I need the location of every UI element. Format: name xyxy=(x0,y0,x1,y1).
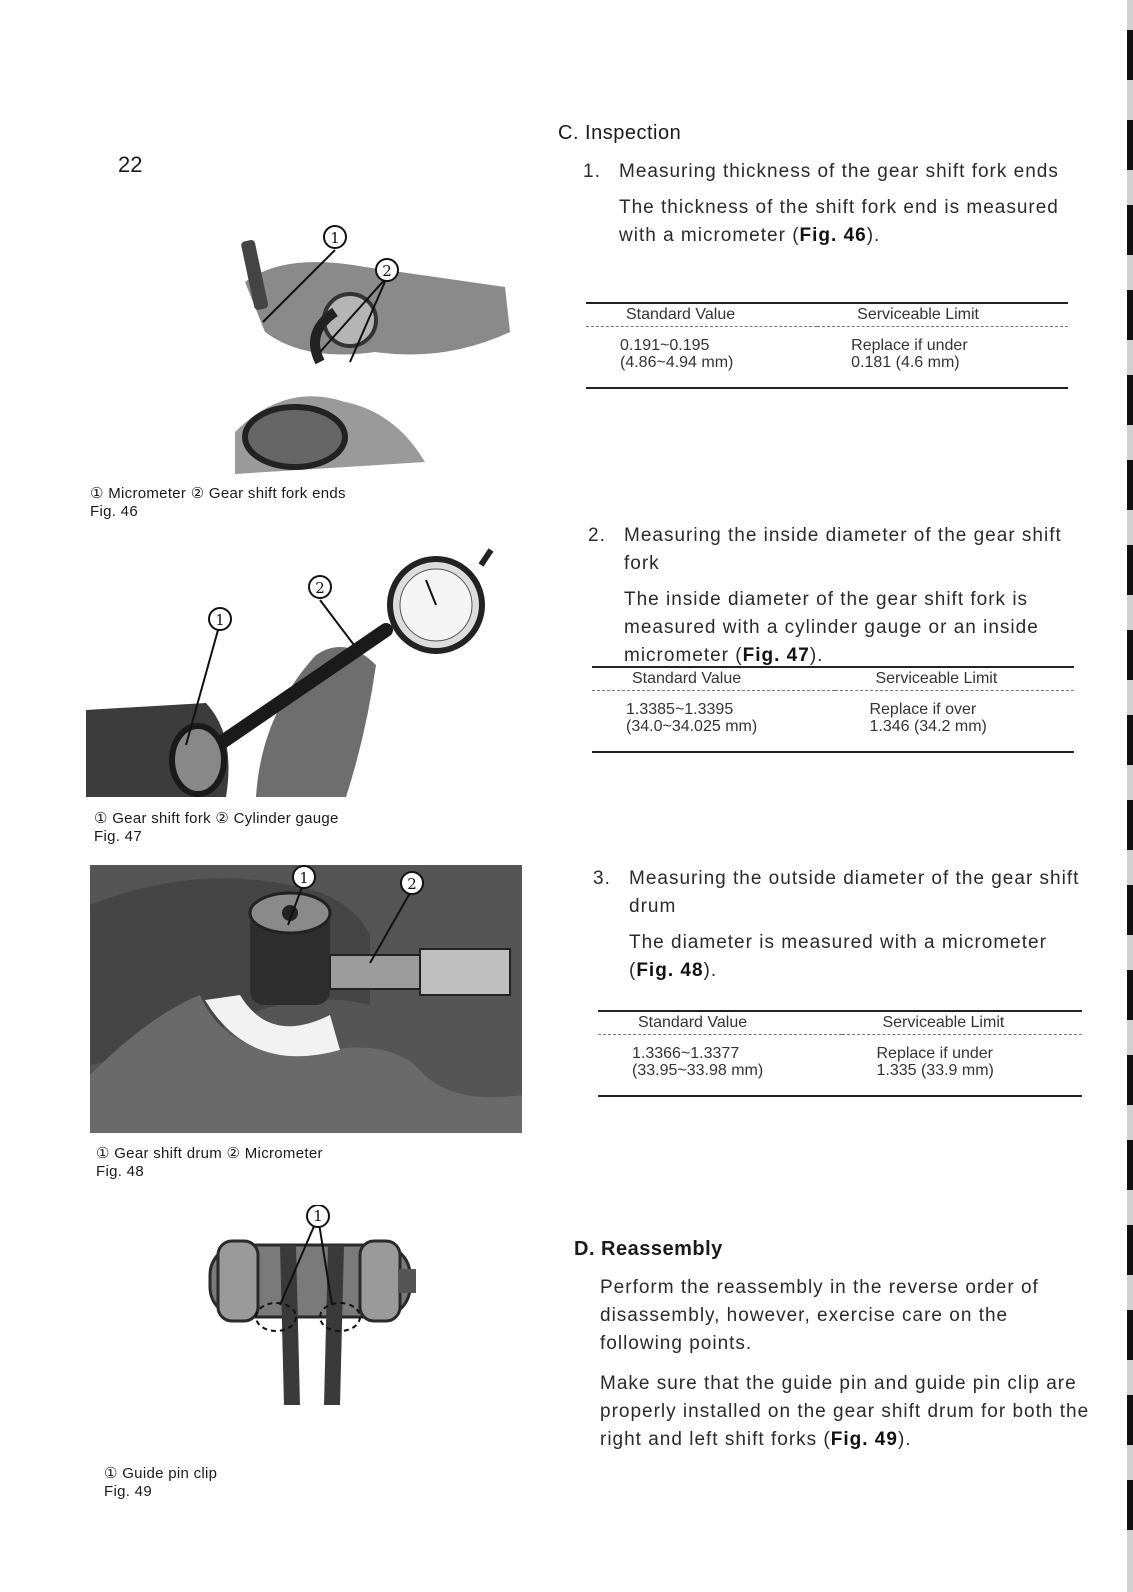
reassembly-paragraph-2: Make sure that the guide pin and guide pin clip are properly installed on the gear shift drum for both the right and left shift forks (Fig. 49). xyxy=(600,1373,1090,1450)
figure-48-caption xyxy=(96,1145,323,1181)
spec-table-3 xyxy=(598,1010,1082,1097)
callout-2: 2 xyxy=(315,579,325,597)
serviceable-limit: Replace if under 1.335 (33.9 mm) xyxy=(876,1045,994,1079)
callout-1: 1 xyxy=(330,229,340,247)
figure-46-caption xyxy=(90,485,346,521)
item-body: The thickness of the shift fork end is measured with a micrometer (Fig. 46). xyxy=(619,197,1059,246)
section-title-reassembly: D. Reassembly xyxy=(574,1238,723,1260)
standard-value: 1.3366~1.3377 (33.95~33.98 mm) xyxy=(632,1045,764,1079)
figure-reference: Fig. 46 xyxy=(799,225,867,246)
table-header-limit: Serviceable Limit xyxy=(842,1011,1082,1035)
figure-label: Fig. 46 xyxy=(90,503,138,520)
item-number: 2. xyxy=(588,525,606,546)
figure-49-photo xyxy=(200,1205,430,1425)
item-body: The diameter is measured with a micrometer (Fig. 48). xyxy=(629,932,1047,981)
item-heading: Measuring the outside diameter of the gear shift drum xyxy=(629,868,1080,917)
figure-legend: ① Guide pin clip xyxy=(104,1465,218,1482)
callout-2: 2 xyxy=(382,262,392,280)
serviceable-limit: Replace if under 0.181 (4.6 mm) xyxy=(851,337,968,371)
reassembly-paragraph-1: Perform the reassembly in the reverse order of disassembly, however, exercise care on the following points. xyxy=(600,1277,1039,1354)
callout-1: 1 xyxy=(215,611,225,629)
figure-49-caption xyxy=(104,1465,217,1501)
standard-value: 1.3385~1.3395 (34.0~34.025 mm) xyxy=(626,701,758,735)
callout-1: 1 xyxy=(313,1207,323,1225)
page-edge-marks xyxy=(1117,0,1133,1592)
figure-legend: ① Micrometer ② Gear shift fork ends xyxy=(90,485,346,502)
figure-46-photo xyxy=(225,212,515,474)
page-number: 22 xyxy=(118,152,143,177)
figure-reference: Fig. 49 xyxy=(830,1429,898,1450)
table-header-limit: Serviceable Limit xyxy=(835,667,1074,691)
item-heading: Measuring thickness of the gear shift fork ends xyxy=(619,161,1059,182)
figure-legend: ① Gear shift fork ② Cylinder gauge xyxy=(94,810,339,827)
figure-reference: Fig. 47 xyxy=(742,645,810,666)
table-header-standard: Standard Value xyxy=(586,303,817,327)
inspection-item-3 xyxy=(593,865,1081,985)
figure-reference: Fig. 48 xyxy=(636,960,704,981)
standard-value: 0.191~0.195 (4.86~4.94 mm) xyxy=(620,337,734,371)
table-header-standard: Standard Value xyxy=(592,667,835,691)
item-number: 1. xyxy=(583,161,601,182)
figure-47-caption xyxy=(94,810,339,846)
callout-2: 2 xyxy=(407,875,417,893)
table-header-limit: Serviceable Limit xyxy=(817,303,1068,327)
figure-48-photo xyxy=(90,865,522,1133)
item-number: 3. xyxy=(593,868,611,889)
inspection-item-2 xyxy=(588,522,1074,670)
figure-label: Fig. 47 xyxy=(94,828,142,845)
figure-legend: ① Gear shift drum ② Micrometer xyxy=(96,1145,323,1162)
item-heading: Measuring the inside diameter of the gear shift fork xyxy=(624,525,1062,574)
spec-table-1 xyxy=(586,302,1068,389)
item-body: The inside diameter of the gear shift fork is measured with a cylinder gauge or an inside micrometer (Fig. 47). xyxy=(624,589,1039,666)
inspection-item-1 xyxy=(583,158,1073,250)
figure-label: Fig. 48 xyxy=(96,1163,144,1180)
section-title-inspection: C. Inspection xyxy=(558,122,682,144)
serviceable-limit: Replace if over 1.346 (34.2 mm) xyxy=(869,701,987,735)
table-header-standard: Standard Value xyxy=(598,1011,842,1035)
figure-label: Fig. 49 xyxy=(104,1483,152,1500)
figure-47-photo xyxy=(86,535,496,797)
callout-1: 1 xyxy=(299,869,309,887)
spec-table-2 xyxy=(592,666,1074,753)
